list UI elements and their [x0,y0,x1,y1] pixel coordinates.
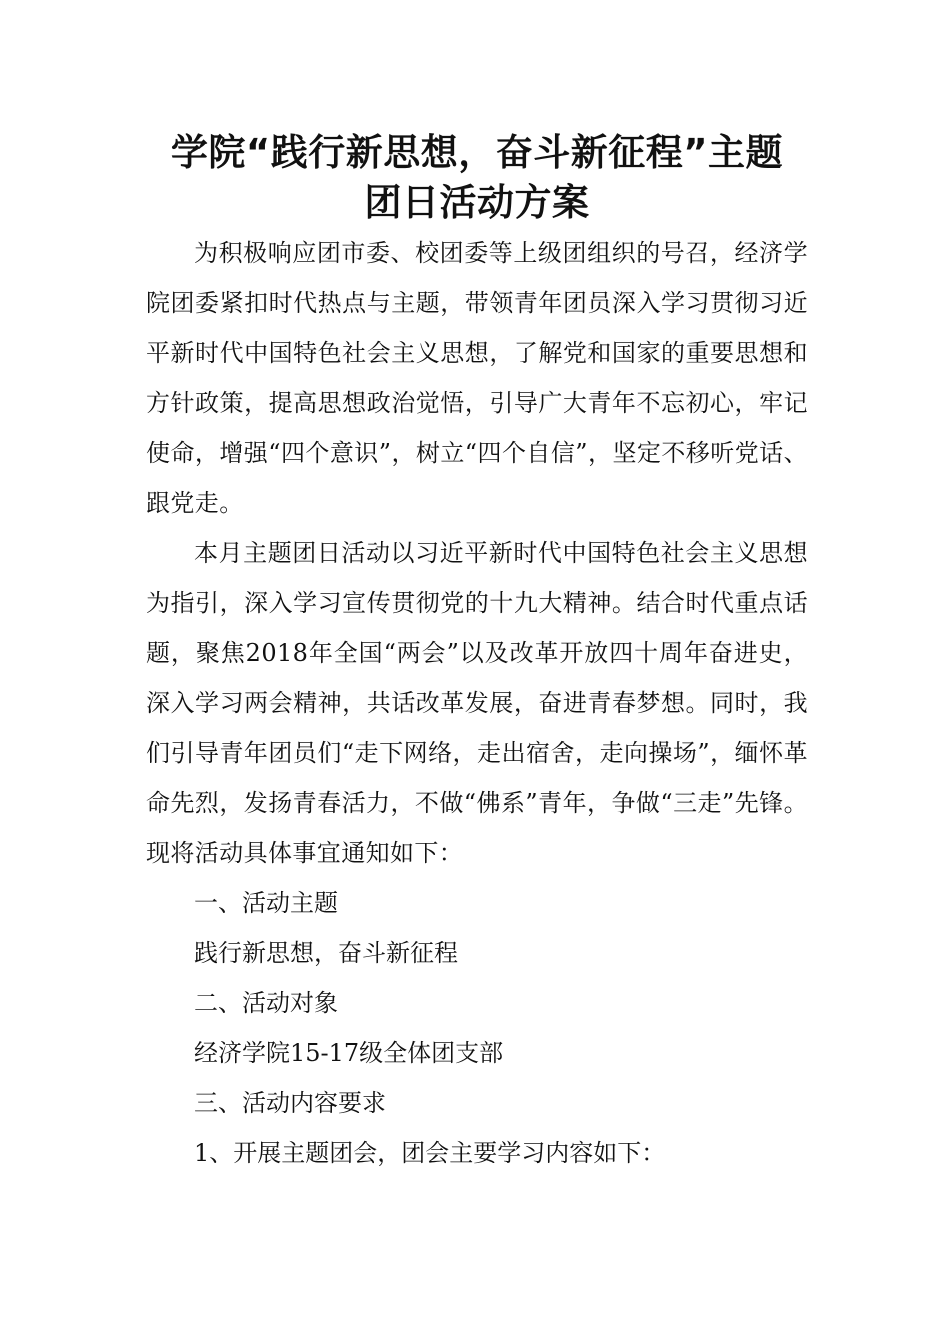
section-content-theme: 践行新思想，奋斗新征程 [194,939,458,967]
activity-paragraph: 本月主题团日活动以习近平新时代中国特色社会主义思想为指引，深入学习宣传贯彻党的十九大精神。结合时代重点话题，聚焦2018年全国“两会”以及改革开放四十周年奋进史，深入学习两会精神，共话改革发展，奋进青春梦想。同时，我们引导青年团员们“走下网络，走出宿舍，走向操场”，缅怀革命先烈，发扬青春活力，不做“佛系”青年，争做“三走”先锋。现将活动具体事宜通知如下： [146,539,808,867]
section-heading-theme: 一、活动主题 [194,889,338,917]
document-title [146,128,808,228]
intro-paragraph: 为积极响应团市委、校团委等上级团组织的号召，经济学院团委紧扣时代热点与主题，带领青年团员深入学习贯彻习近平新时代中国特色社会主义思想，了解党和国家的重要思想和方针政策，提高思想政治觉悟，引导广大青年不忘初心，牢记使命，增强“四个意识”，树立“四个自信”，坚定不移听党话、跟党走。 [146,239,808,517]
title-line-1: 学院“践行新思想，奋斗新征程”主题 [170,131,784,174]
document-page [146,128,808,1178]
section-content-audience: 经济学院15-17级全体团支部 [194,1039,504,1067]
section-heading-audience: 二、活动对象 [194,989,338,1017]
title-line-2: 团日活动方案 [364,181,590,224]
list-item-meeting: 1、开展主题团会，团会主要学习内容如下： [194,1139,666,1167]
section-heading-requirements: 三、活动内容要求 [194,1089,386,1117]
